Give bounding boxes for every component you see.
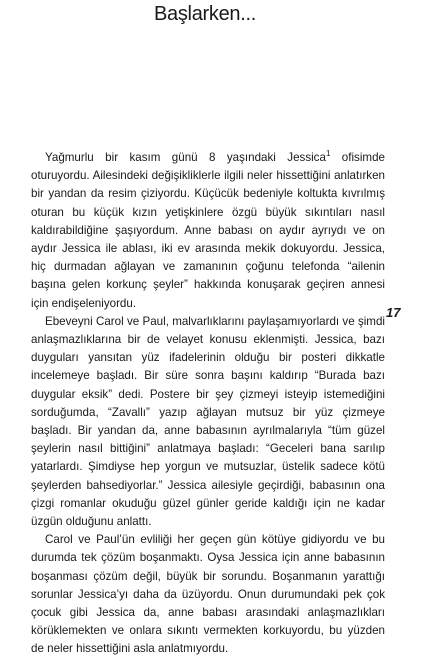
- paragraph-1: [31, 149, 385, 313]
- chapter-title: Başlarken...: [153, 3, 256, 25]
- paragraph-3: Carol ve Paul’ün evliliği her geçen gün kötüye gidiyordu ve bu durumda tek çözüm boşanmaktı. Oysa Jessica için anne babasının boşanması çözüm değil, büyük bir sorundu. Boşanmanın yarattığı sorunlar Jessica’yı daha da üzüyordu. Onun durumundaki pek çok çocuk gibi Jessica da, anne babası arasındaki anlaşmazlıkları körüklemekten ve onlara sıkıntı vermekten korkuyordu, bu yüzden de neler hissettiğini asla anlatmıyordu.: [31, 533, 385, 656]
- footnote-marker[interactable]: 1: [325, 149, 331, 158]
- paragraph-1-start: Yağmurlu bir kasım günü 8 yaşındaki Jessica: [45, 151, 326, 164]
- body-text: [31, 149, 385, 659]
- paragraph-1-rest: ofisimde oturuyordu. Ailesindeki değişikliklerle ilgili neler hissettiğini anlatırken bir yandan da resim çiziyordu. Küçücük bedeniyle koltukta kıvrılmış oturan bu küçük kızın yetişkinlere özgü büyük sıkıntıları nasıl kaldırabildiğine şaşıyordum. Anne babası on aydır ayrıydı ve on aydır Jessica ile ablası, iki ev arasında mekik dokuyordu. Jessica, hiç durmadan ağlayan ve zamanının çoğunu telefonda “ailenin başına gelen korkunç şeyler” hakkında konuşarak geçiren annesi için endişeleniyordu.: [31, 151, 385, 310]
- page-number: 17: [386, 305, 401, 320]
- paragraph-2: Ebeveyni Carol ve Paul, malvarlıklarını paylaşamıyorlardı ve şimdi anlaşmazlıklarına bir de velayet konusu eklenmişti. Jessica, bazı duyguları yansıtan yüz ifadelerinin olduğu bir posteri dikkatle incelemeye başladı. Bir süre sonra başını kaldırıp “Burada bazı duygular eksik” dedi. Postere bir şey çizmeyi isteyip istemediğini sorduğumda, “Zavallı” yazıp ağlayan mutsuz bir yüz çizmeye başladı. Bir yandan da, anne babasının ayrılmalarıyla “tüm güzel şeylerin nasıl bittiğini” anlatmaya başladı: “Geceleri bana sarılıp yatarlardı. Şimdiyse hep yorgun ve mutsuzlar, üstelik sadece kötü şeylerden bahsediyorlar.” Jessica ailesiyle geçirdiği, babasının ona çizgi romanlar okuduğu güzel günler geride kaldığı için ne kadar üzgün olduğunu anlattı.: [31, 314, 385, 529]
